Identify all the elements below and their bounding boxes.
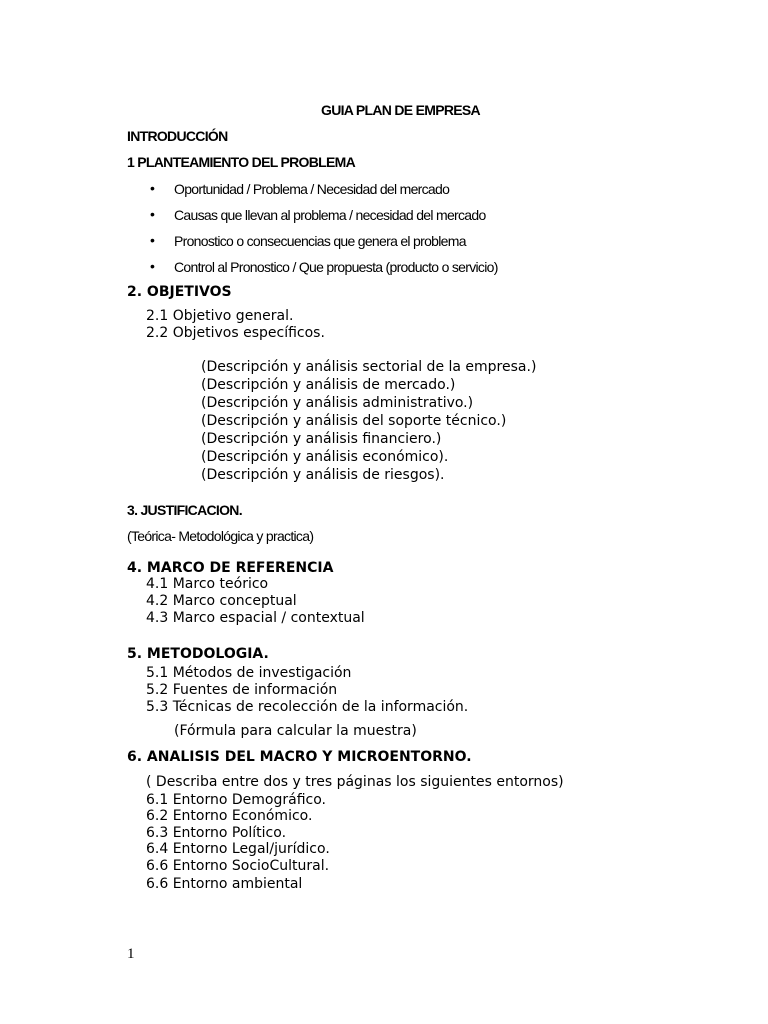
- section-3-note: (Teórica- Metodológica y practica): [127, 528, 314, 544]
- objective-item: 2.2 Objetivos específicos.: [146, 325, 325, 341]
- reference-item: 4.3 Marco espacial / contextual: [146, 610, 365, 626]
- section-3-heading: 3. JUSTIFICACION.: [127, 502, 242, 518]
- document-title: GUIA PLAN DE EMPRESA: [321, 102, 480, 118]
- bullet-icon: •: [150, 258, 155, 274]
- analysis-item: (Descripción y análisis de riesgos).: [201, 467, 445, 483]
- bullet-icon: •: [150, 180, 155, 196]
- section-4-heading: 4. MARCO DE REFERENCIA: [127, 560, 334, 576]
- bullet-item: Oportunidad / Problema / Necesidad del mercado: [174, 181, 450, 197]
- reference-item: 4.2 Marco conceptual: [146, 593, 297, 609]
- bullet-icon: •: [150, 232, 155, 248]
- section-5-note: (Fórmula para calcular la muestra): [174, 723, 417, 739]
- section-6-note: ( Describa entre dos y tres páginas los siguientes entornos): [146, 774, 564, 790]
- page-number: 1: [127, 946, 135, 962]
- analysis-item: (Descripción y análisis económico).: [201, 449, 449, 465]
- environment-item: 6.1 Entorno Demográfico.: [146, 792, 326, 808]
- bullet-item: Causas que llevan al problema / necesidad del mercado: [174, 207, 486, 223]
- methodology-item: 5.1 Métodos de investigación: [146, 665, 352, 681]
- environment-item: 6.3 Entorno Político.: [146, 825, 287, 841]
- bullet-item: Pronostico o consecuencias que genera el problema: [174, 233, 466, 249]
- analysis-item: (Descripción y análisis sectorial de la empresa.): [201, 359, 537, 375]
- bullet-icon: •: [150, 206, 155, 222]
- section-5-heading: 5. METODOLOGIA.: [127, 646, 269, 662]
- reference-item: 4.1 Marco teórico: [146, 576, 269, 592]
- objective-item: 2.1 Objetivo general.: [146, 308, 294, 324]
- methodology-item: 5.2 Fuentes de información: [146, 682, 338, 698]
- environment-item: 6.6 Entorno ambiental: [146, 876, 303, 892]
- environment-item: 6.6 Entorno SocioCultural.: [146, 858, 330, 874]
- methodology-item: 5.3 Técnicas de recolección de la información.: [146, 699, 469, 715]
- section-6-heading: 6. ANALISIS DEL MACRO Y MICROENTORNO.: [127, 749, 472, 765]
- bullet-item: Control al Pronostico / Que propuesta (producto o servicio): [174, 259, 498, 275]
- analysis-item: (Descripción y análisis administrativo.): [201, 395, 474, 411]
- analysis-item: (Descripción y análisis del soporte técnico.): [201, 413, 507, 429]
- analysis-item: (Descripción y análisis financiero.): [201, 431, 442, 447]
- section-1-heading: 1 PLANTEAMIENTO DEL PROBLEMA: [127, 154, 356, 170]
- section-2-heading: 2. OBJETIVOS: [127, 284, 232, 300]
- intro-heading: INTRODUCCIÓN: [127, 128, 228, 144]
- environment-item: 6.2 Entorno Económico.: [146, 808, 313, 824]
- analysis-item: (Descripción y análisis de mercado.): [201, 377, 456, 393]
- environment-item: 6.4 Entorno Legal/jurídico.: [146, 841, 330, 857]
